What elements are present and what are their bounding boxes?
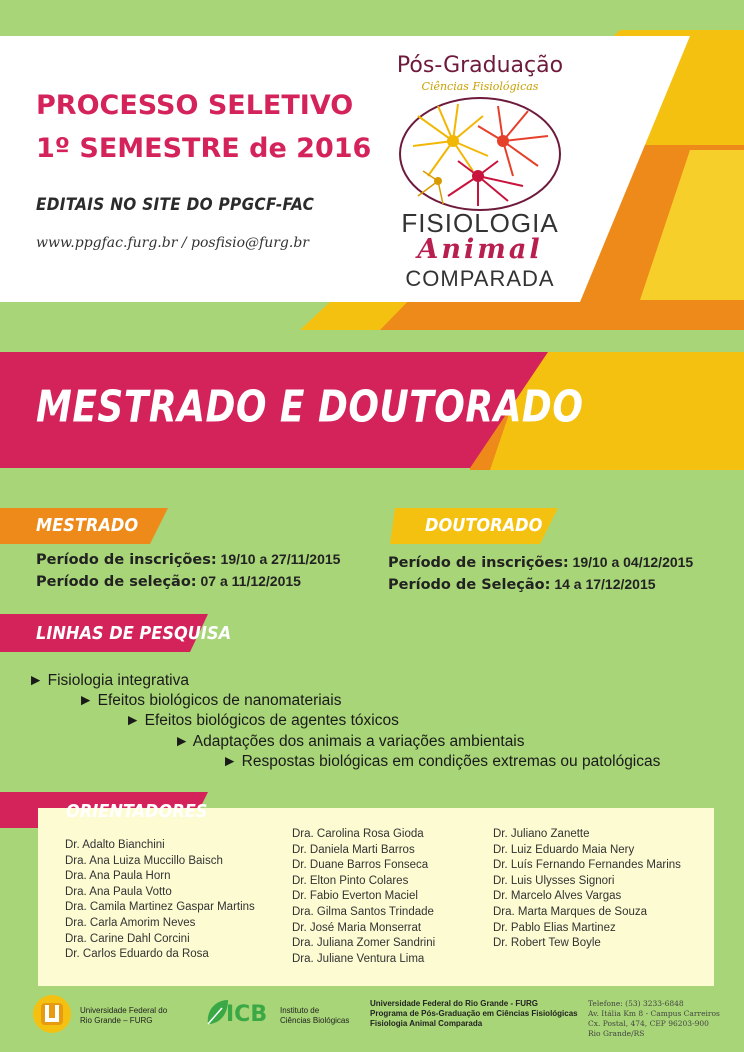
linha-item: ► Efeitos biológicos de agentes tóxicos xyxy=(125,712,399,729)
orientador: Dra. Carine Dahl Corcini xyxy=(65,932,190,945)
linha-item: ► Respostas biológicas em condições extremas ou patológicas xyxy=(222,753,661,770)
banner-title: MESTRADO E DOUTORADO xyxy=(36,382,584,433)
orientador: Dra. Juliana Zomer Sandrini xyxy=(292,937,436,950)
page-title xyxy=(36,84,371,170)
orientador: Dr. Juliano Zanette xyxy=(493,828,590,840)
prog-line-3: Fisiologia Animal Comparada xyxy=(370,1019,483,1028)
contact-line-4: Rio Grande/RS xyxy=(588,1029,645,1038)
icb-name xyxy=(280,1006,349,1026)
orientador: Dra. Marta Marques de Souza xyxy=(493,905,648,918)
furg-line-1: Universidade Federal do xyxy=(80,1006,168,1015)
linha-item: ► Fisiologia integrativa xyxy=(28,672,189,689)
logo-comparada: COMPARADA xyxy=(405,266,555,291)
icb-line-2: Ciências Biológicas xyxy=(280,1016,350,1025)
prog-line-2: Programa de Pós-Graduação em Ciências Fisiológicas xyxy=(370,1009,578,1018)
orientador: Dr. Luís Fernando Fernandes Marins xyxy=(493,859,681,872)
orientador: Dra. Ana Paula Votto xyxy=(65,885,172,898)
linha-item: ► Efeitos biológicos de nanomateriais xyxy=(78,692,342,709)
mestrado-inscricoes-label: Período de inscrições: xyxy=(36,552,217,568)
contact-line-2: Av. Itália Km 8 - Campus Carreiros xyxy=(588,1009,720,1018)
orientadores-box xyxy=(38,808,714,986)
icb-line-1: Instituto de xyxy=(280,1006,320,1015)
orientador: Dr. Carlos Eduardo da Rosa xyxy=(65,948,209,961)
orientador: Dr. Duane Barros Fonseca xyxy=(292,859,429,872)
title-line-2: 1º SEMESTRE de 2016 xyxy=(36,133,372,164)
doutorado-inscricoes-value: 19/10 a 04/12/2015 xyxy=(572,554,694,570)
mestrado-label: MESTRADO xyxy=(36,515,139,536)
program-info xyxy=(370,999,578,1029)
orientador: Dr. Marcelo Alves Vargas xyxy=(493,890,622,903)
mestrado-inscricoes-value: 19/10 a 27/11/2015 xyxy=(220,551,341,567)
orientador: Dr. José Maria Monserrat xyxy=(292,921,422,934)
prog-line-1: Universidade Federal do Rio Grande - FURG xyxy=(370,999,539,1008)
mestrado-selecao-value: 07 a 11/12/2015 xyxy=(200,573,301,589)
doutorado-selecao-label: Período de Seleção: xyxy=(388,577,551,593)
orientador: Dra. Carolina Rosa Gioda xyxy=(292,828,424,840)
orientador: Dr. Elton Pinto Colares xyxy=(292,874,409,887)
orientador: Dra. Ana Paula Horn xyxy=(65,870,171,883)
orientador: Dr. Luiz Eduardo Maia Nery xyxy=(493,843,635,856)
linhas-label: LINHAS DE PESQUISA xyxy=(36,623,232,644)
orientadores-col-1 xyxy=(65,838,255,963)
icb-logo-text: ICB xyxy=(226,1002,268,1027)
doutorado-selecao-value: 14 a 17/12/2015 xyxy=(554,576,656,592)
doutorado-inscricoes xyxy=(388,554,693,571)
orientador: Dr. Fabio Everton Maciel xyxy=(292,890,418,903)
orientador: Dr. Robert Tew Boyle xyxy=(493,937,601,950)
contact-line-1: Telefone: (53) 3233-6848 xyxy=(588,999,684,1008)
orientador: Dr. Adalto Bianchini xyxy=(65,839,165,851)
title-line-1: PROCESSO SELETIVO xyxy=(36,90,354,121)
neuron-cells-icon xyxy=(398,96,563,211)
site-link[interactable]: www.ppgfac.furg.br / posfisio@furg.br xyxy=(36,235,309,251)
furg-logo-icon xyxy=(32,994,72,1034)
orientador: Dra. Gilma Santos Trindade xyxy=(292,905,434,918)
editais-text: EDITAIS NO SITE DO PPGCF-FAC xyxy=(36,195,315,215)
orientadores-col-3 xyxy=(493,827,681,952)
orientadores-col-2 xyxy=(292,827,435,967)
doutorado-selecao xyxy=(388,576,656,593)
furg-line-2: Rio Grande – FURG xyxy=(80,1016,153,1025)
logo-animal: Animal xyxy=(417,234,543,265)
contact-info xyxy=(588,999,720,1039)
orientador: Dra. Carla Amorim Neves xyxy=(65,916,196,929)
orientador: Dr. Daniela Marti Barros xyxy=(292,843,415,856)
orientador: Dr. Pablo Elias Martinez xyxy=(493,921,616,934)
mestrado-selecao-label: Período de seleção: xyxy=(36,574,197,590)
logo-ciencias: Ciências Fisiológicas xyxy=(421,80,539,93)
mestrado-selecao xyxy=(36,573,301,590)
linha-item: ► Adaptações dos animais a variações ambientais xyxy=(174,733,525,750)
doutorado-inscricoes-label: Período de inscrições: xyxy=(388,555,569,571)
mestrado-inscricoes xyxy=(36,551,340,568)
orientador: Dra. Juliane Ventura Lima xyxy=(292,952,425,965)
orientadores-label: ORIENTADORES xyxy=(66,801,208,822)
orientador: Dr. Luis Ulysses Signori xyxy=(493,874,615,887)
contact-line-3: Cx. Postal, 474, CEP 96203-900 xyxy=(588,1019,709,1028)
logo-pos-graduacao: Pós-Graduação xyxy=(396,53,564,78)
orientador: Dra. Camila Martinez Gaspar Martins xyxy=(65,901,255,914)
doutorado-label: DOUTORADO xyxy=(425,515,543,536)
furg-name xyxy=(80,1006,167,1026)
logo-fisiologia: FISIOLOGIA xyxy=(401,208,559,238)
ppg-logo xyxy=(380,48,580,293)
orientador: Dra. Ana Luiza Muccillo Baisch xyxy=(65,854,223,867)
